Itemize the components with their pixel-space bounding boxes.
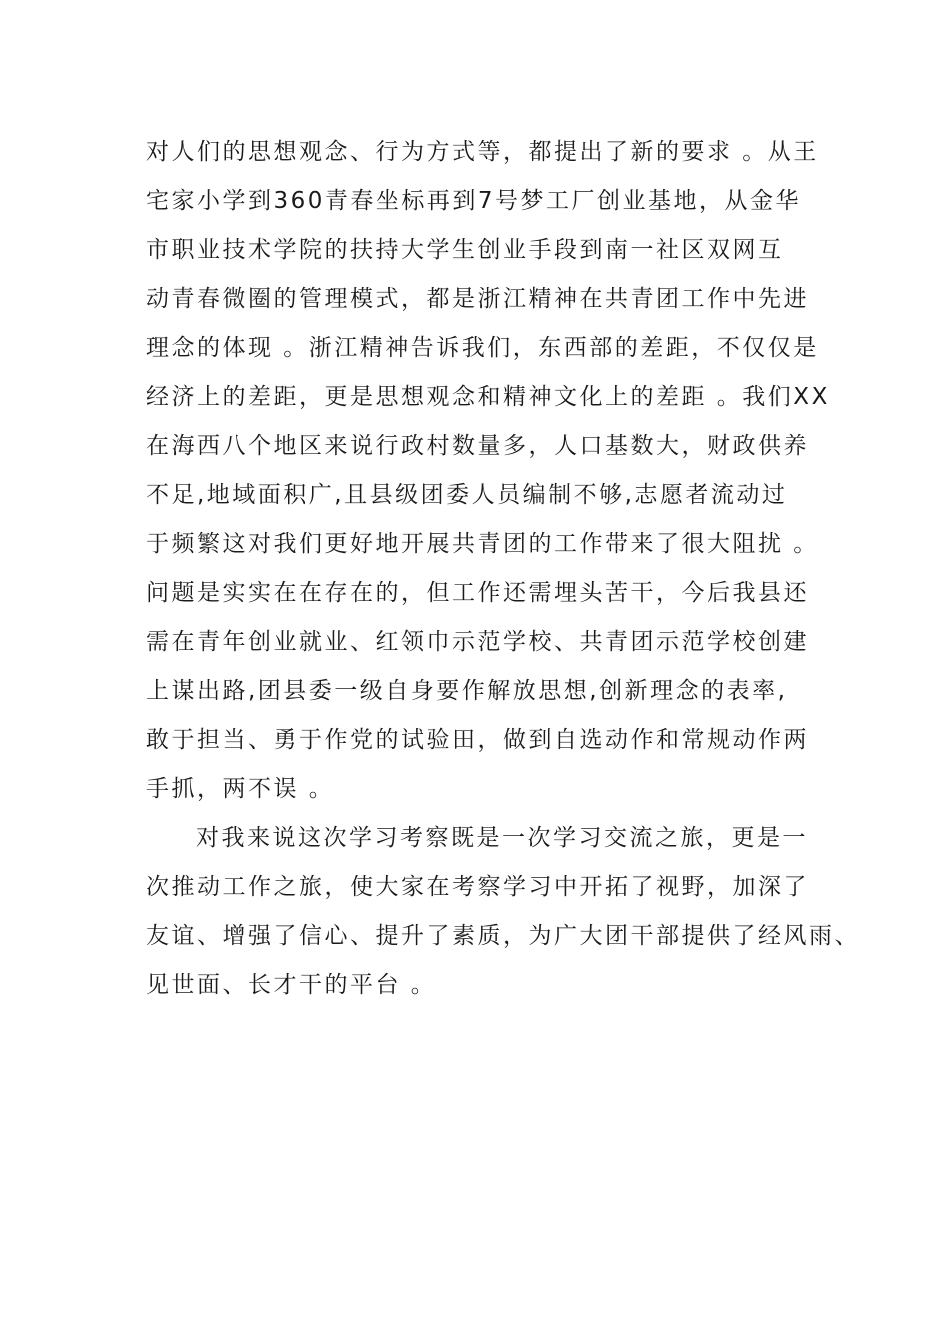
- text-line: 见世面、长才干的平台 。: [146, 972, 437, 998]
- text-line: 于频繁这对我们更好地开展共青团的工作带来了很大阻扰 。: [146, 531, 819, 557]
- text-line: 友谊、增强了信心、提升了素质，为广大团干部提供了经风雨、: [146, 923, 860, 949]
- text-line: 市职业技术学院的扶持大学生创业手段到南一社区双网互: [146, 237, 784, 263]
- text-line: 不足,地域面积广,且县级团委人员编制不够,志愿者流动过: [146, 482, 788, 508]
- text-line: 在海西八个地区来说行政村数量多，人口基数大，财政供养: [146, 433, 809, 459]
- text-line: 动青春微圈的管理模式，都是浙江精神在共青团工作中先进: [146, 286, 809, 312]
- text-line: 宅家小学到360青春坐标再到7号梦工厂创业基地，从金华: [146, 188, 802, 214]
- text-line: 次推动工作之旅，使大家在考察学习中开拓了视野，加深了: [146, 874, 809, 900]
- text-line: 需在青年创业就业、红领巾示范学校、共青团示范学校创建: [146, 629, 809, 655]
- text-line: 上谋出路,团县委一级自身要作解放思想,创新理念的表率,: [146, 678, 788, 704]
- text-line: 经济上的差距，更是思想观念和精神文化上的差距 。我们XX: [146, 384, 830, 410]
- text-line: 对我来说这次学习考察既是一次学习交流之旅，更是一: [196, 825, 808, 851]
- text-line: 理念的体现 。浙江精神告诉我们，东西部的差距，不仅仅是: [146, 335, 819, 361]
- document-body: [146, 128, 860, 1010]
- paragraph-2: [146, 814, 860, 1010]
- text-line: 敢于担当、勇于作党的试验田，做到自选动作和常规动作两: [146, 727, 809, 753]
- text-line: 手抓，两不误 。: [146, 776, 335, 802]
- paragraph-1: [146, 128, 846, 814]
- text-line: 对人们的思想观念、行为方式等，都提出了新的要求 。从王: [146, 139, 819, 165]
- text-line: 问题是实实在在存在的，但工作还需埋头苦干，今后我县还: [146, 580, 809, 606]
